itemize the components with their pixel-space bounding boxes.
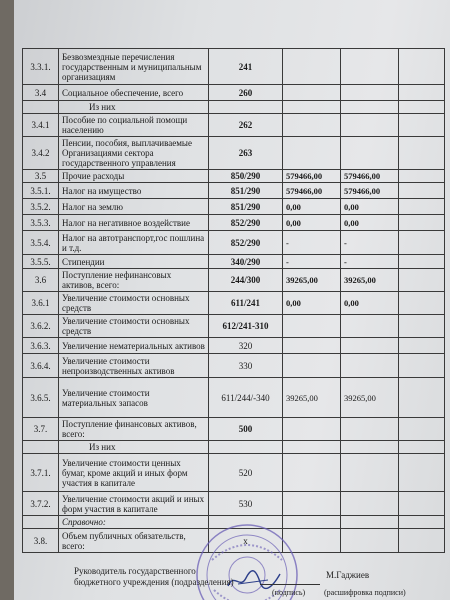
row-code: 260 — [209, 85, 283, 101]
row-code: 611/244/-340 — [209, 378, 283, 418]
table-row — [23, 215, 445, 231]
row-value-1 — [283, 49, 341, 85]
table-row — [23, 454, 445, 492]
row-name: Налог на имущество — [59, 183, 209, 199]
row-value-3 — [399, 441, 445, 454]
row-number: 3.4.1 — [23, 114, 59, 137]
row-number — [23, 516, 59, 529]
table-row — [23, 292, 445, 315]
row-number: 3.6.5. — [23, 378, 59, 418]
row-code: 263 — [209, 137, 283, 170]
row-name: Поступление нефинансовых активов, всего: — [59, 269, 209, 292]
row-value-3 — [399, 354, 445, 378]
row-number: 3.3.1. — [23, 49, 59, 85]
row-value-3 — [399, 255, 445, 269]
row-number — [23, 101, 59, 114]
row-number: 3.7.2. — [23, 492, 59, 516]
row-value-2: 579466,00 — [341, 170, 399, 183]
row-number: 3.5.1. — [23, 183, 59, 199]
row-value-1 — [283, 354, 341, 378]
row-number: 3.7.1. — [23, 454, 59, 492]
row-number: 3.6 — [23, 269, 59, 292]
row-value-2: - — [341, 255, 399, 269]
row-number: 3.5.3. — [23, 215, 59, 231]
row-name: Увеличение стоимости непроизводственных активов — [59, 354, 209, 378]
row-code: 611/241 — [209, 292, 283, 315]
row-value-3 — [399, 529, 445, 553]
row-number: 3.7. — [23, 418, 59, 441]
signature-line — [260, 584, 320, 587]
row-value-1 — [283, 137, 341, 170]
row-name: Поступление финансовых активов, всего: — [59, 418, 209, 441]
row-value-2 — [341, 516, 399, 529]
row-value-3 — [399, 114, 445, 137]
row-number: 3.6.4. — [23, 354, 59, 378]
row-number — [23, 441, 59, 454]
row-code: 241 — [209, 49, 283, 85]
row-name: Справочно: — [59, 516, 209, 529]
row-value-1: 39265,00 — [283, 378, 341, 418]
row-number: 3.4.2 — [23, 137, 59, 170]
row-number: 3.6.1 — [23, 292, 59, 315]
row-value-1: 0,00 — [283, 292, 341, 315]
row-code: 852/290 — [209, 231, 283, 255]
row-code: 530 — [209, 492, 283, 516]
row-value-2: 0,00 — [341, 292, 399, 315]
row-value-3 — [399, 199, 445, 215]
table-row — [23, 354, 445, 378]
row-value-3 — [399, 231, 445, 255]
signature-caption: (подпись) — [272, 588, 306, 597]
signer-role-line1: Руководитель государственного — [74, 566, 196, 576]
row-name: Налог на автотранспорт,гос пошлина и т.д. — [59, 231, 209, 255]
row-value-1 — [283, 101, 341, 114]
row-code: 851/290 — [209, 183, 283, 199]
row-code: x — [209, 529, 283, 553]
row-value-2 — [341, 85, 399, 101]
row-name: Прочие расходы — [59, 170, 209, 183]
row-name: Социальное обеспечение, всего — [59, 85, 209, 101]
table-row — [23, 441, 445, 454]
row-value-3 — [399, 292, 445, 315]
name-caption: (расшифровка подписи) — [324, 588, 406, 597]
row-value-3 — [399, 85, 445, 101]
row-value-2 — [341, 354, 399, 378]
row-number: 3.5.4. — [23, 231, 59, 255]
table-row — [23, 269, 445, 292]
row-number: 3.8. — [23, 529, 59, 553]
row-value-3 — [399, 137, 445, 170]
row-value-3 — [399, 492, 445, 516]
table-row — [23, 418, 445, 441]
row-code: 520 — [209, 454, 283, 492]
row-value-1: 579466,00 — [283, 170, 341, 183]
row-value-3 — [399, 269, 445, 292]
row-value-2 — [341, 454, 399, 492]
document-page — [14, 0, 450, 600]
row-code: 612/241-310 — [209, 315, 283, 338]
row-value-3 — [399, 170, 445, 183]
row-value-2: - — [341, 231, 399, 255]
financial-table — [22, 48, 445, 553]
row-value-2: 0,00 — [341, 199, 399, 215]
row-name: Из них — [59, 101, 209, 114]
row-name: Объем публичных обязательств, всего: — [59, 529, 209, 553]
row-value-1 — [283, 338, 341, 354]
row-value-2 — [341, 441, 399, 454]
row-value-3 — [399, 378, 445, 418]
row-code: 850/290 — [209, 170, 283, 183]
row-name: Стипендии — [59, 255, 209, 269]
row-value-1 — [283, 454, 341, 492]
row-value-1: - — [283, 231, 341, 255]
table-row — [23, 378, 445, 418]
row-name: Из них — [59, 441, 209, 454]
row-name: Увеличение стоимости ценных бумаг, кроме акций и иных форм участия в капитале — [59, 454, 209, 492]
row-value-2 — [341, 492, 399, 516]
row-value-1: 0,00 — [283, 215, 341, 231]
row-value-1: 0,00 — [283, 199, 341, 215]
row-value-2 — [341, 101, 399, 114]
row-code: 500 — [209, 418, 283, 441]
row-number: 3.5.5. — [23, 255, 59, 269]
row-value-3 — [399, 101, 445, 114]
signer-role — [74, 566, 234, 588]
table-row — [23, 101, 445, 114]
row-code: 852/290 — [209, 215, 283, 231]
signer-name: М.Гаджиев — [326, 570, 370, 580]
table-row — [23, 492, 445, 516]
row-value-3 — [399, 338, 445, 354]
row-value-2: 0,00 — [341, 215, 399, 231]
row-name: Увеличение стоимости основных средств — [59, 292, 209, 315]
table-row — [23, 49, 445, 85]
row-value-2 — [341, 114, 399, 137]
row-code — [209, 441, 283, 454]
row-code: 330 — [209, 354, 283, 378]
table-row — [23, 170, 445, 183]
row-value-1: 579466,00 — [283, 183, 341, 199]
table-row — [23, 338, 445, 354]
row-name: Увеличение стоимости акций и иных форм участия в капитале — [59, 492, 209, 516]
row-name: Пенсии, пособия, выплачиваемые Организациями сектора государственного управления — [59, 137, 209, 170]
row-value-2 — [341, 49, 399, 85]
table-row — [23, 183, 445, 199]
table-row — [23, 255, 445, 269]
row-value-1 — [283, 418, 341, 441]
row-value-3 — [399, 454, 445, 492]
row-number: 3.5.2. — [23, 199, 59, 215]
table-row — [23, 114, 445, 137]
row-value-3 — [399, 418, 445, 441]
row-value-1: - — [283, 255, 341, 269]
table-row — [23, 231, 445, 255]
row-number: 3.4 — [23, 85, 59, 101]
row-value-3 — [399, 183, 445, 199]
row-number: 3.6.3. — [23, 338, 59, 354]
row-value-2: 39265,00 — [341, 378, 399, 418]
row-code — [209, 101, 283, 114]
row-value-1 — [283, 492, 341, 516]
row-value-1 — [283, 315, 341, 338]
row-code: 262 — [209, 114, 283, 137]
row-value-1 — [283, 114, 341, 137]
row-value-2 — [341, 418, 399, 441]
row-name: Увеличение стоимости основных средств — [59, 315, 209, 338]
table-row — [23, 199, 445, 215]
row-value-2 — [341, 315, 399, 338]
row-value-3 — [399, 49, 445, 85]
row-value-1 — [283, 85, 341, 101]
table-row — [23, 85, 445, 101]
table-body — [23, 49, 445, 553]
row-value-2: 579466,00 — [341, 183, 399, 199]
row-name: Налог на землю — [59, 199, 209, 215]
row-name: Налог на негативное воздействие — [59, 215, 209, 231]
row-name: Пособие по социальной помощи населению — [59, 114, 209, 137]
row-code: 851/290 — [209, 199, 283, 215]
row-name: Увеличение нематериальных активов — [59, 338, 209, 354]
row-name: Увеличение стоимости материальных запасов — [59, 378, 209, 418]
table-row — [23, 315, 445, 338]
row-number: 3.6.2. — [23, 315, 59, 338]
row-value-1 — [283, 441, 341, 454]
row-value-2 — [341, 137, 399, 170]
row-code: 320 — [209, 338, 283, 354]
row-code: 340/290 — [209, 255, 283, 269]
row-value-3 — [399, 215, 445, 231]
table-row — [23, 137, 445, 170]
signer-role-line2: бюджетного учреждения (подразделения) — [74, 577, 234, 587]
row-name: Безвозмездные перечисления государственным и муниципальным организациям — [59, 49, 209, 85]
row-code: 244/300 — [209, 269, 283, 292]
row-value-2 — [341, 338, 399, 354]
row-value-1: 39265,00 — [283, 269, 341, 292]
row-value-3 — [399, 315, 445, 338]
row-value-3 — [399, 516, 445, 529]
row-number: 3.5 — [23, 170, 59, 183]
signature-block — [74, 566, 434, 600]
row-value-2: 39265,00 — [341, 269, 399, 292]
row-value-2 — [341, 529, 399, 553]
